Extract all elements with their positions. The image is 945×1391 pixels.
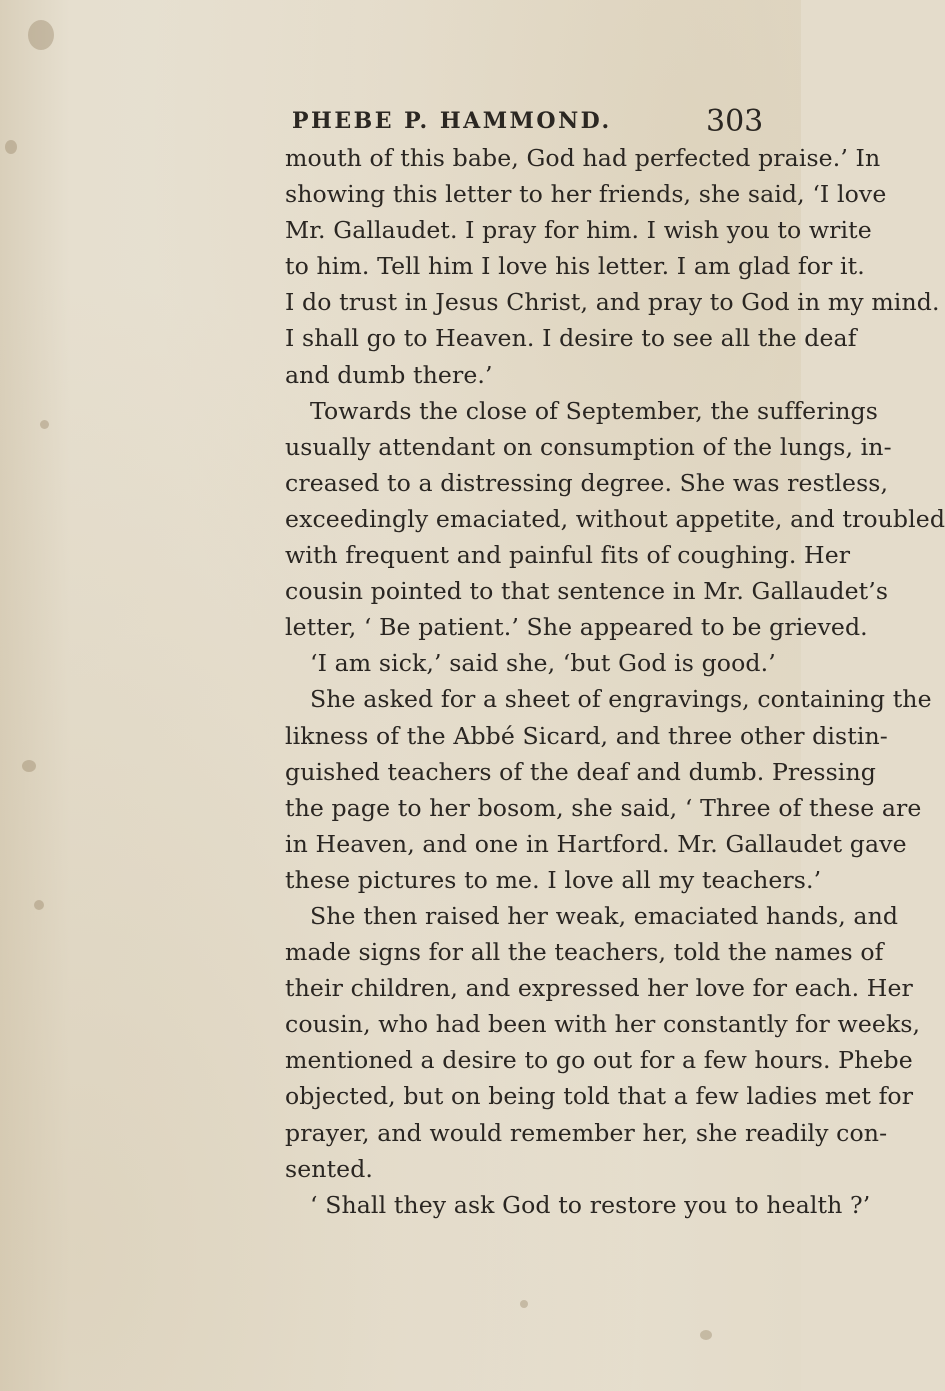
paragraph-start-line: ‘I am sick,’ said she, ‘but God is good.’ (310, 649, 776, 678)
text-line: sented. (285, 1154, 374, 1183)
text-line: showing this letter to her friends, she said, ‘I love (285, 180, 887, 209)
text-line: the page to her bosom, she said, ‘ Three of these are (285, 793, 922, 822)
text-line: objected, but on being told that a few ladies met for (285, 1082, 914, 1111)
text-line: mentioned a desire to go out for a few hours. Phebe (285, 1046, 913, 1075)
text-line: likness of the Abbé Sicard, and three other distin- (285, 721, 888, 750)
paragraph-start-line: ‘ Shall they ask God to restore you to health ?’ (310, 1190, 871, 1219)
text-line: these pictures to me. I love all my teachers.’ (285, 865, 822, 894)
foxing-spot (28, 20, 54, 50)
paragraph-start-line: She then raised her weak, emaciated hands, and (310, 901, 899, 930)
foxing-spot (34, 900, 44, 910)
running-head: PHEBE P. HAMMOND. (292, 108, 612, 134)
text-line: cousin, who had been with her constantly for weeks, (285, 1010, 921, 1039)
page-header (0, 104, 801, 144)
text-line: I shall go to Heaven. I desire to see all the deaf (285, 324, 857, 353)
text-line: to him. Tell him I love his letter. I am glad for it. (285, 252, 865, 281)
text-line: prayer, and would remember her, she readily con- (285, 1118, 888, 1147)
text-line: made signs for all the teachers, told the names of (285, 938, 884, 967)
text-line: creased to a distressing degree. She was restless, (285, 468, 889, 497)
text-line: Mr. Gallaudet. I pray for him. I wish you to write (285, 216, 872, 245)
foxing-spot (40, 420, 49, 429)
text-line: I do trust in Jesus Christ, and pray to God in my mind. (285, 288, 940, 317)
paragraph-start-line: Towards the close of September, the sufferings (310, 396, 878, 425)
foxing-spot (700, 1330, 712, 1340)
foxing-spot (520, 1300, 528, 1308)
body-text (285, 140, 945, 1223)
text-line: mouth of this babe, God had perfected praise.’ In (285, 144, 881, 172)
foxing-spot (22, 760, 36, 772)
text-line: exceedingly emaciated, without appetite, and troubled (285, 504, 945, 533)
text-line: their children, and expressed her love for each. Her (285, 974, 913, 1003)
text-line: letter, ‘ Be patient.’ She appeared to be grieved. (285, 613, 868, 642)
text-line: with frequent and painful fits of coughing. Her (285, 541, 851, 570)
paragraph-start-line: She asked for a sheet of engravings, containing the (310, 685, 932, 714)
page-number: 303 (706, 104, 764, 139)
text-line: cousin pointed to that sentence in Mr. Gallaudet’s (285, 577, 889, 606)
text-line: guished teachers of the deaf and dumb. Pressing (285, 757, 876, 786)
text-line: and dumb there.’ (285, 360, 493, 389)
text-line: in Heaven, and one in Hartford. Mr. Gallaudet gave (285, 829, 907, 858)
text-line: usually attendant on consumption of the lungs, in- (285, 432, 892, 461)
